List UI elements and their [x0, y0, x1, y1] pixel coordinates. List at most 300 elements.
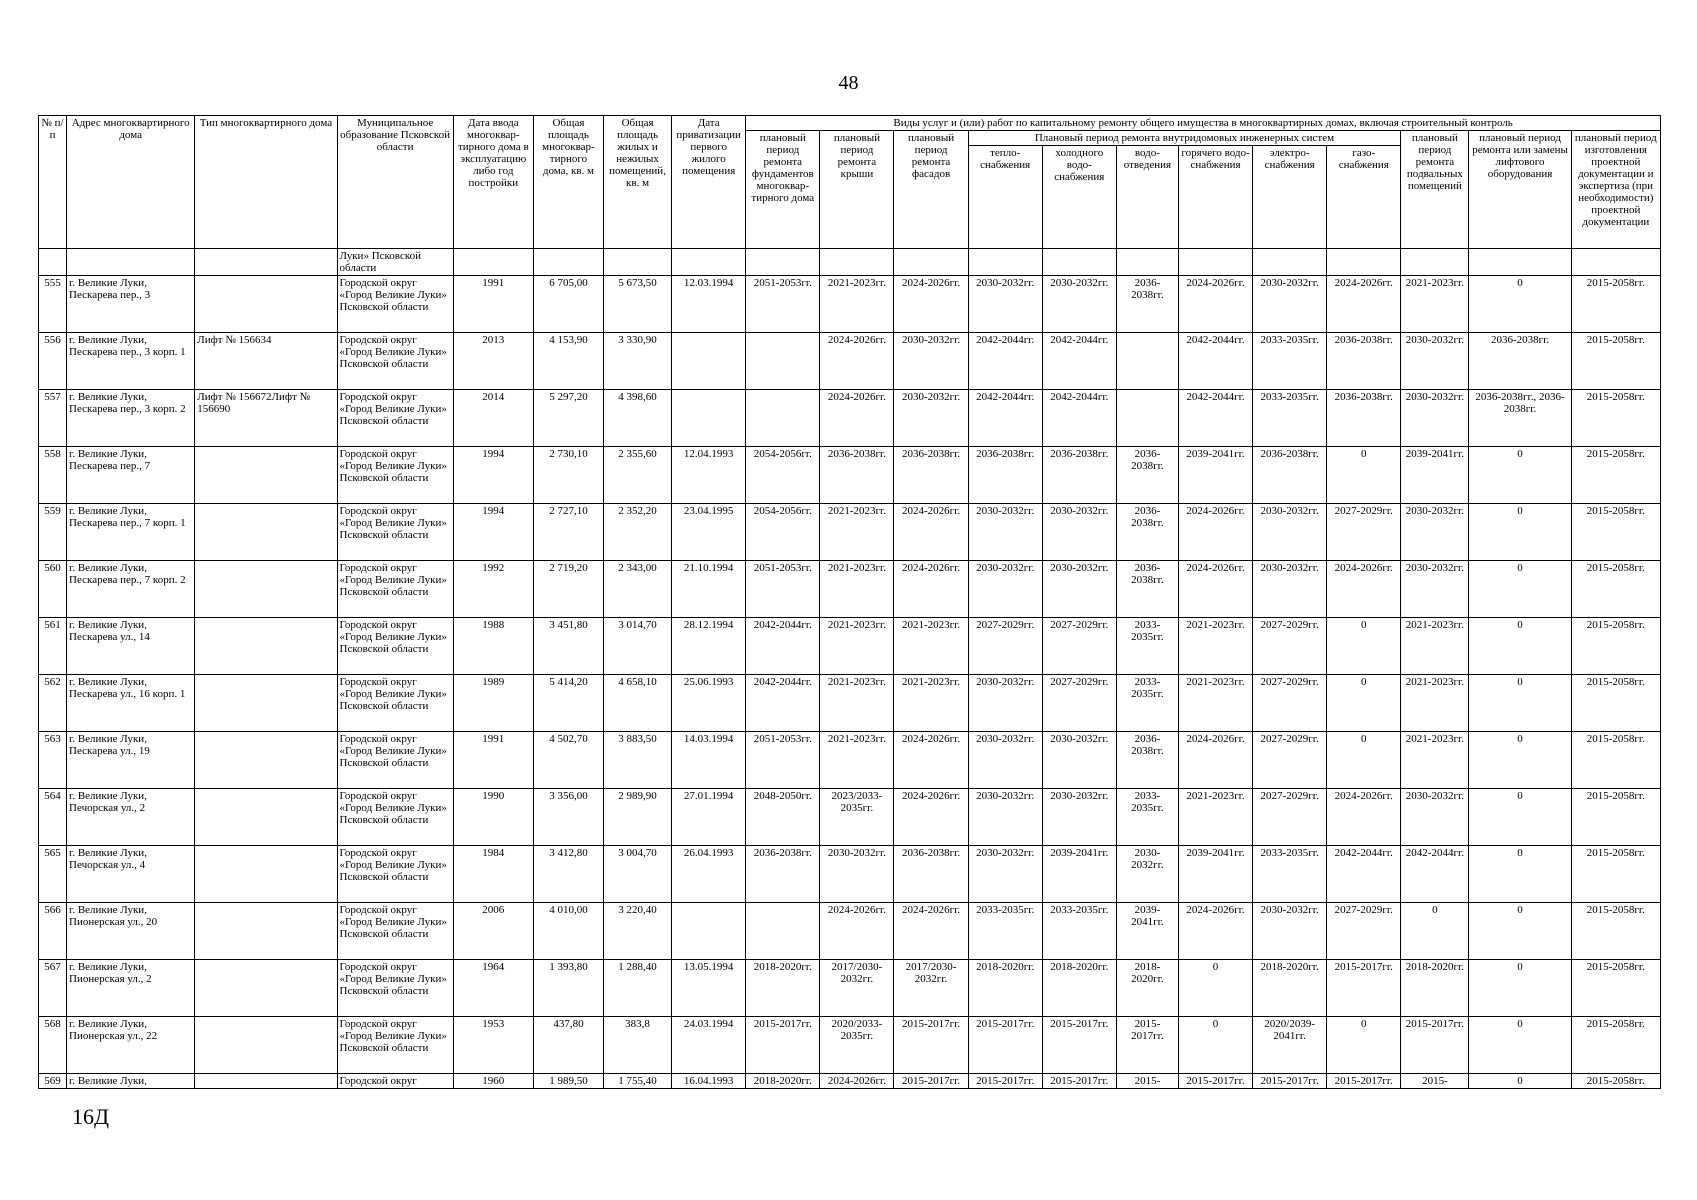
cell-municipality: Городской округ «Город Великие Луки» Псковской области: [337, 903, 453, 960]
cell-hot: 2039-2041гг.: [1178, 447, 1252, 504]
cell-electric: 2036-2038гг.: [1253, 447, 1327, 504]
continuation-row: [39, 249, 1661, 276]
cell-design: 2015-2058гг.: [1571, 846, 1660, 903]
cell-num: 562: [39, 675, 67, 732]
cell-electric: 2027-2029гг.: [1253, 618, 1327, 675]
cell-gas: 2036-2038гг.: [1327, 390, 1401, 447]
cell-sewer: 2036-2038гг.: [1116, 504, 1178, 561]
header-total-area: Общая площадь многоквар-тирного дома, кв. м: [533, 116, 603, 249]
cell-roof: 2020/2033-2035гг.: [820, 1017, 894, 1074]
table-row: [39, 675, 1661, 732]
cell-total: 3 451,80: [533, 618, 603, 675]
cell-design: 2015-2058гг.: [1571, 333, 1660, 390]
cell-type: [195, 675, 337, 732]
cell-design: 2015-2058гг.: [1571, 732, 1660, 789]
cell-facade: 2036-2038гг.: [894, 846, 968, 903]
cell-total: 2 727,10: [533, 504, 603, 561]
cell-basement: 2039-2041гг.: [1401, 447, 1469, 504]
cell-roof: 2021-2023гг.: [820, 732, 894, 789]
cell-gas: 2024-2026гг.: [1327, 276, 1401, 333]
header-municipality: Муниципальное образование Псковской области: [337, 116, 453, 249]
cell-type: [195, 1074, 337, 1089]
cell-electric: 2033-2035гг.: [1253, 846, 1327, 903]
cell-address: г. Великие Луки,: [67, 1074, 195, 1089]
cell-type: [195, 732, 337, 789]
cell-year: 1990: [453, 789, 533, 846]
cell-roof: 2021-2023гг.: [820, 618, 894, 675]
cell-address: г. Великие Луки, Пескарева пер., 3 корп. 2: [67, 390, 195, 447]
cell-elevator: 0: [1469, 789, 1571, 846]
cell-address: г. Великие Луки, Пескарева пер., 3: [67, 276, 195, 333]
cell-priv: 26.04.1993: [672, 846, 746, 903]
cell-gas: 0: [1327, 732, 1401, 789]
cell-living: 3 014,70: [604, 618, 672, 675]
table-row: [39, 846, 1661, 903]
cell-facade: 2024-2026гг.: [894, 276, 968, 333]
header-hot-water: горячего водо-снабжения: [1178, 146, 1252, 249]
page-number: 48: [838, 72, 859, 94]
cell-electric: 2020/2039-2041гг.: [1253, 1017, 1327, 1074]
cell-year: 1989: [453, 675, 533, 732]
cell-type: [195, 447, 337, 504]
cell-num: 567: [39, 960, 67, 1017]
cell-elevator: 2036-2038гг., 2036-2038гг.: [1469, 390, 1571, 447]
cell-facade: 2024-2026гг.: [894, 561, 968, 618]
cell-priv: 27.01.1994: [672, 789, 746, 846]
cell-elevator: 0: [1469, 1017, 1571, 1074]
cell-address: г. Великие Луки, Пескарева ул., 19: [67, 732, 195, 789]
cell-num: 569: [39, 1074, 67, 1089]
cell-cold: 2030-2032гг.: [1042, 276, 1116, 333]
table-row: [39, 960, 1661, 1017]
cell-hot: 2021-2023гг.: [1178, 789, 1252, 846]
header-foundation: плановый период ремонта фундаментов многоквар-тирного дома: [746, 131, 820, 249]
cell-year: 1991: [453, 732, 533, 789]
cell-elevator: 0: [1469, 846, 1571, 903]
cell-facade: 2024-2026гг.: [894, 732, 968, 789]
cell-design: 2015-2058гг.: [1571, 561, 1660, 618]
cell-gas: 2024-2026гг.: [1327, 789, 1401, 846]
cell-heat: 2033-2035гг.: [968, 903, 1042, 960]
cell-foundation: [746, 333, 820, 390]
cell-year: 1994: [453, 504, 533, 561]
cell-municipality: Городской округ «Город Великие Луки» Псковской области: [337, 390, 453, 447]
cell-priv: [672, 903, 746, 960]
cell-heat: 2018-2020гг.: [968, 960, 1042, 1017]
cell-elevator: 2036-2038гг.: [1469, 333, 1571, 390]
cell-type: [195, 960, 337, 1017]
cell-total: 2 730,10: [533, 447, 603, 504]
cell-heat: 2030-2032гг.: [968, 789, 1042, 846]
cell-priv: 23.04.1995: [672, 504, 746, 561]
cell-elevator: 0: [1469, 903, 1571, 960]
cell-type: Лифт № 156672Лифт № 156690: [195, 390, 337, 447]
cell-cold: 2039-2041гг.: [1042, 846, 1116, 903]
cell-cold: 2036-2038гг.: [1042, 447, 1116, 504]
cell-living: 1 755,40: [604, 1074, 672, 1089]
cell-facade: 2024-2026гг.: [894, 903, 968, 960]
cell-elevator: 0: [1469, 732, 1571, 789]
cell-living: 1 288,40: [604, 960, 672, 1017]
cell-total: 1 393,80: [533, 960, 603, 1017]
cell-municipality: Городской округ «Город Великие Луки» Псковской области: [337, 333, 453, 390]
cell-heat: 2042-2044гг.: [968, 390, 1042, 447]
cell-hot: 2042-2044гг.: [1178, 333, 1252, 390]
cell-priv: 21.10.1994: [672, 561, 746, 618]
cell-sewer: 2033-2035гг.: [1116, 789, 1178, 846]
header-gas: газо-снабжения: [1327, 146, 1401, 249]
cell-hot: 2024-2026гг.: [1178, 732, 1252, 789]
cell-roof: 2021-2023гг.: [820, 675, 894, 732]
cell-municipality: Городской округ «Город Великие Луки» Псковской области: [337, 504, 453, 561]
cell-address: г. Великие Луки, Печорская ул., 4: [67, 846, 195, 903]
header-type: Тип многоквартирного дома: [195, 116, 337, 249]
cell-num: 560: [39, 561, 67, 618]
cell-sewer: 2039-2041гг.: [1116, 903, 1178, 960]
cell-heat: 2030-2032гг.: [968, 504, 1042, 561]
cell-elevator: 0: [1469, 960, 1571, 1017]
cell-gas: 2027-2029гг.: [1327, 504, 1401, 561]
cell-type: [195, 504, 337, 561]
cell-basement: 2018-2020гг.: [1401, 960, 1469, 1017]
header-privatization: Дата приватизации первого жилого помещения: [672, 116, 746, 249]
cell-total: 4 010,00: [533, 903, 603, 960]
cell-roof: 2021-2023гг.: [820, 276, 894, 333]
cell-foundation: 2018-2020гг.: [746, 960, 820, 1017]
cell-design: 2015-2058гг.: [1571, 390, 1660, 447]
table-row: [39, 333, 1661, 390]
cell-elevator: 0: [1469, 1074, 1571, 1089]
cell-sewer: 2018-2020гг.: [1116, 960, 1178, 1017]
cell-municipality: Городской округ «Город Великие Луки» Псковской области: [337, 846, 453, 903]
cell-foundation: 2018-2020гг.: [746, 1074, 820, 1089]
cell-type: [195, 1017, 337, 1074]
table-row: [39, 504, 1661, 561]
cell-roof: 2024-2026гг.: [820, 903, 894, 960]
cell-design: 2015-2058гг.: [1571, 276, 1660, 333]
cell-gas: 2027-2029гг.: [1327, 903, 1401, 960]
cell-address: г. Великие Луки, Пионерская ул., 22: [67, 1017, 195, 1074]
cell-type: [195, 276, 337, 333]
cell-hot: 0: [1178, 960, 1252, 1017]
cell-gas: 0: [1327, 447, 1401, 504]
cell-foundation: [746, 390, 820, 447]
cell-year: 1991: [453, 276, 533, 333]
cell-foundation: 2051-2053гг.: [746, 561, 820, 618]
cell-year: 1960: [453, 1074, 533, 1089]
cell-address: г. Великие Луки, Печорская ул., 2: [67, 789, 195, 846]
cell-num: 566: [39, 903, 67, 960]
header-electric: электро-снабжения: [1253, 146, 1327, 249]
cell-electric: 2027-2029гг.: [1253, 675, 1327, 732]
cell-cold: 2027-2029гг.: [1042, 675, 1116, 732]
header-design: плановый период изготовления проектной документации и экспертиза (при необходимости) проектной документации: [1571, 131, 1660, 249]
table-row: [39, 390, 1661, 447]
cell-elevator: 0: [1469, 618, 1571, 675]
cell-total: 4 153,90: [533, 333, 603, 390]
cell-gas: 2042-2044гг.: [1327, 846, 1401, 903]
footer-code: 16Д: [72, 1104, 110, 1129]
cell-year: 2013: [453, 333, 533, 390]
cell-facade: 2017/2030-2032гг.: [894, 960, 968, 1017]
cell-address: г. Великие Луки, Пескарева ул., 16 корп. 1: [67, 675, 195, 732]
cell-design: 2015-2058гг.: [1571, 903, 1660, 960]
table-row: [39, 618, 1661, 675]
cell-year: 2006: [453, 903, 533, 960]
cell-num: 561: [39, 618, 67, 675]
table-row: [39, 276, 1661, 333]
cell-address: г. Великие Луки, Пионерская ул., 2: [67, 960, 195, 1017]
table-row: [39, 1017, 1661, 1074]
cell-total: 4 502,70: [533, 732, 603, 789]
cell-municipality: Городской округ «Город Великие Луки» Псковской области: [337, 618, 453, 675]
cell-num: 568: [39, 1017, 67, 1074]
cell-facade: 2021-2023гг.: [894, 675, 968, 732]
header-num: № п/п: [39, 116, 67, 249]
cell-electric: 2027-2029гг.: [1253, 732, 1327, 789]
cell-electric: 2030-2032гг.: [1253, 561, 1327, 618]
cell-year: 1988: [453, 618, 533, 675]
header-living-area: Общая площадь жилых и нежилых помещений, кв. м: [604, 116, 672, 249]
cell-heat: 2030-2032гг.: [968, 276, 1042, 333]
cell-cold: 2030-2032гг.: [1042, 732, 1116, 789]
cell-elevator: 0: [1469, 675, 1571, 732]
cell-cold: 2027-2029гг.: [1042, 618, 1116, 675]
cell-cold: 2033-2035гг.: [1042, 903, 1116, 960]
cell-roof: 2021-2023гг.: [820, 561, 894, 618]
table-row: [39, 1074, 1661, 1089]
table-row: [39, 789, 1661, 846]
cell-electric: 2015-2017гг.: [1253, 1074, 1327, 1089]
cell-roof: 2036-2038гг.: [820, 447, 894, 504]
cell-year: 1953: [453, 1017, 533, 1074]
cell-num: 555: [39, 276, 67, 333]
cell-facade: 2015-2017гг.: [894, 1074, 968, 1089]
cell-hot: 2015-2017гг.: [1178, 1074, 1252, 1089]
cell-heat: 2036-2038гг.: [968, 447, 1042, 504]
cell-priv: [672, 333, 746, 390]
cell-foundation: 2015-2017гг.: [746, 1017, 820, 1074]
cell-sewer: 2033-2035гг.: [1116, 675, 1178, 732]
cell-priv: 24.03.1994: [672, 1017, 746, 1074]
cell-electric: 2030-2032гг.: [1253, 903, 1327, 960]
cell-municipality: Городской округ «Город Великие Луки» Псковской области: [337, 561, 453, 618]
cell-electric: 2033-2035гг.: [1253, 390, 1327, 447]
cell-cold: 2015-2017гг.: [1042, 1074, 1116, 1089]
cell-living: 3 883,50: [604, 732, 672, 789]
cell-address: г. Великие Луки, Пескарева пер., 7 корп. 1: [67, 504, 195, 561]
cell-design: 2015-2058гг.: [1571, 618, 1660, 675]
cell-elevator: 0: [1469, 561, 1571, 618]
cell-gas: 0: [1327, 618, 1401, 675]
cell-cold: 2030-2032гг.: [1042, 504, 1116, 561]
cell-heat: 2030-2032гг.: [968, 561, 1042, 618]
cell-hot: 2024-2026гг.: [1178, 504, 1252, 561]
cell-total: 6 705,00: [533, 276, 603, 333]
cell-living: 4 658,10: [604, 675, 672, 732]
table-row: [39, 732, 1661, 789]
cell-foundation: 2051-2053гг.: [746, 732, 820, 789]
cell-electric: 2027-2029гг.: [1253, 789, 1327, 846]
cell-cold: 2030-2032гг.: [1042, 789, 1116, 846]
cell-facade: 2015-2017гг.: [894, 1017, 968, 1074]
cell-cold: 2042-2044гг.: [1042, 390, 1116, 447]
cell-roof: 2024-2026гг.: [820, 333, 894, 390]
cell-basement: 2030-2032гг.: [1401, 561, 1469, 618]
cell-sewer: 2036-2038гг.: [1116, 561, 1178, 618]
continuation-municipality: Луки» Псковской области: [337, 249, 453, 276]
cell-priv: 16.04.1993: [672, 1074, 746, 1089]
cell-basement: 2021-2023гг.: [1401, 675, 1469, 732]
cell-living: 383,8: [604, 1017, 672, 1074]
cell-roof: 2021-2023гг.: [820, 504, 894, 561]
cell-total: 5 414,20: [533, 675, 603, 732]
cell-basement: 2015-2017гг.: [1401, 1017, 1469, 1074]
cell-priv: 25.06.1993: [672, 675, 746, 732]
cell-priv: 12.03.1994: [672, 276, 746, 333]
table-row: [39, 447, 1661, 504]
cell-sewer: 2033-2035гг.: [1116, 618, 1178, 675]
header-facade: плановый период ремонта фасадов: [894, 131, 968, 249]
cell-living: 2 355,60: [604, 447, 672, 504]
cell-total: 2 719,20: [533, 561, 603, 618]
cell-sewer: 2036-2038гг.: [1116, 276, 1178, 333]
cell-basement: 2030-2032гг.: [1401, 390, 1469, 447]
cell-elevator: 0: [1469, 276, 1571, 333]
cell-living: 2 343,00: [604, 561, 672, 618]
cell-type: [195, 846, 337, 903]
header-cold-water: холодного водо-снабжения: [1042, 146, 1116, 249]
cell-heat: 2030-2032гг.: [968, 732, 1042, 789]
cell-design: 2015-2058гг.: [1571, 1074, 1660, 1089]
cell-heat: 2030-2032гг.: [968, 675, 1042, 732]
cell-gas: 2024-2026гг.: [1327, 561, 1401, 618]
cell-basement: 2021-2023гг.: [1401, 276, 1469, 333]
cell-heat: 2015-2017гг.: [968, 1017, 1042, 1074]
cell-municipality: Городской округ «Город Великие Луки» Псковской области: [337, 675, 453, 732]
cell-design: 2015-2058гг.: [1571, 504, 1660, 561]
cell-heat: 2027-2029гг.: [968, 618, 1042, 675]
cell-gas: 2036-2038гг.: [1327, 333, 1401, 390]
cell-hot: 2021-2023гг.: [1178, 675, 1252, 732]
cell-cold: 2018-2020гг.: [1042, 960, 1116, 1017]
header-address: Адрес многоквартирного дома: [67, 116, 195, 249]
cell-municipality: Городской округ «Город Великие Луки» Псковской области: [337, 960, 453, 1017]
cell-heat: 2030-2032гг.: [968, 846, 1042, 903]
cell-electric: 2018-2020гг.: [1253, 960, 1327, 1017]
cell-hot: 2024-2026гг.: [1178, 903, 1252, 960]
cell-num: 559: [39, 504, 67, 561]
table-row: [39, 903, 1661, 960]
cell-sewer: 2015-: [1116, 1074, 1178, 1089]
cell-year: 2014: [453, 390, 533, 447]
cell-priv: 28.12.1994: [672, 618, 746, 675]
header-basement: плановый период ремонта подвальных помещений: [1401, 131, 1469, 249]
cell-heat: 2042-2044гг.: [968, 333, 1042, 390]
cell-hot: 2039-2041гг.: [1178, 846, 1252, 903]
cell-living: 3 330,90: [604, 333, 672, 390]
cell-basement: 2021-2023гг.: [1401, 618, 1469, 675]
cell-design: 2015-2058гг.: [1571, 675, 1660, 732]
cell-foundation: 2042-2044гг.: [746, 618, 820, 675]
cell-sewer: [1116, 390, 1178, 447]
cell-address: г. Великие Луки, Пионерская ул., 20: [67, 903, 195, 960]
cell-hot: 2042-2044гг.: [1178, 390, 1252, 447]
cell-roof: 2023/2033-2035гг.: [820, 789, 894, 846]
cell-num: 564: [39, 789, 67, 846]
cell-living: 5 673,50: [604, 276, 672, 333]
cell-facade: 2030-2032гг.: [894, 333, 968, 390]
cell-priv: 12.04.1993: [672, 447, 746, 504]
cell-year: 1984: [453, 846, 533, 903]
cell-type: [195, 903, 337, 960]
cell-foundation: 2048-2050гг.: [746, 789, 820, 846]
cell-foundation: [746, 903, 820, 960]
cell-basement: 2021-2023гг.: [1401, 732, 1469, 789]
cell-municipality: Городской округ «Город Великие Луки» Псковской области: [337, 276, 453, 333]
cell-municipality: Городской округ «Город Великие Луки» Псковской области: [337, 789, 453, 846]
cell-roof: 2024-2026гг.: [820, 1074, 894, 1089]
cell-elevator: 0: [1469, 447, 1571, 504]
cell-year: 1992: [453, 561, 533, 618]
cell-municipality: Городской округ: [337, 1074, 453, 1089]
cell-total: 437,80: [533, 1017, 603, 1074]
cell-design: 2015-2058гг.: [1571, 1017, 1660, 1074]
cell-basement: 2015-: [1401, 1074, 1469, 1089]
cell-electric: 2030-2032гг.: [1253, 276, 1327, 333]
header-heat: тепло-снабжения: [968, 146, 1042, 249]
cell-electric: 2030-2032гг.: [1253, 504, 1327, 561]
cell-num: 565: [39, 846, 67, 903]
cell-municipality: Городской округ «Город Великие Луки» Псковской области: [337, 1017, 453, 1074]
cell-living: 2 989,90: [604, 789, 672, 846]
cell-hot: 2024-2026гг.: [1178, 561, 1252, 618]
cell-facade: 2024-2026гг.: [894, 789, 968, 846]
cell-priv: 14.03.1994: [672, 732, 746, 789]
cell-sewer: 2036-2038гг.: [1116, 447, 1178, 504]
cell-year: 1994: [453, 447, 533, 504]
cell-num: 563: [39, 732, 67, 789]
cell-facade: 2021-2023гг.: [894, 618, 968, 675]
cell-type: Лифт № 156634: [195, 333, 337, 390]
cell-total: 3 356,00: [533, 789, 603, 846]
cell-municipality: Городской округ «Город Великие Луки» Псковской области: [337, 447, 453, 504]
cell-hot: 0: [1178, 1017, 1252, 1074]
cell-foundation: 2054-2056гг.: [746, 447, 820, 504]
cell-foundation: 2042-2044гг.: [746, 675, 820, 732]
cell-sewer: 2030-2032гг.: [1116, 846, 1178, 903]
cell-living: 3 220,40: [604, 903, 672, 960]
cell-roof: 2024-2026гг.: [820, 390, 894, 447]
capital-repair-table: [38, 115, 1661, 1089]
cell-total: 5 297,20: [533, 390, 603, 447]
cell-design: 2015-2058гг.: [1571, 789, 1660, 846]
header-works-group: Виды услуг и (или) работ по капитальному ремонту общего имущества в многоквартирных домах, включая строительный контроль: [746, 116, 1661, 131]
cell-gas: 0: [1327, 1017, 1401, 1074]
cell-cold: 2015-2017гг.: [1042, 1017, 1116, 1074]
cell-basement: 2030-2032гг.: [1401, 333, 1469, 390]
header-roof: плановый период ремонта крыши: [820, 131, 894, 249]
cell-cold: 2042-2044гг.: [1042, 333, 1116, 390]
cell-total: 3 412,80: [533, 846, 603, 903]
cell-sewer: [1116, 333, 1178, 390]
cell-gas: 2015-2017гг.: [1327, 960, 1401, 1017]
cell-foundation: 2051-2053гг.: [746, 276, 820, 333]
cell-heat: 2015-2017гг.: [968, 1074, 1042, 1089]
cell-address: г. Великие Луки, Пескарева ул., 14: [67, 618, 195, 675]
cell-gas: 2015-2017гг.: [1327, 1074, 1401, 1089]
cell-address: г. Великие Луки, Пескарева пер., 7: [67, 447, 195, 504]
